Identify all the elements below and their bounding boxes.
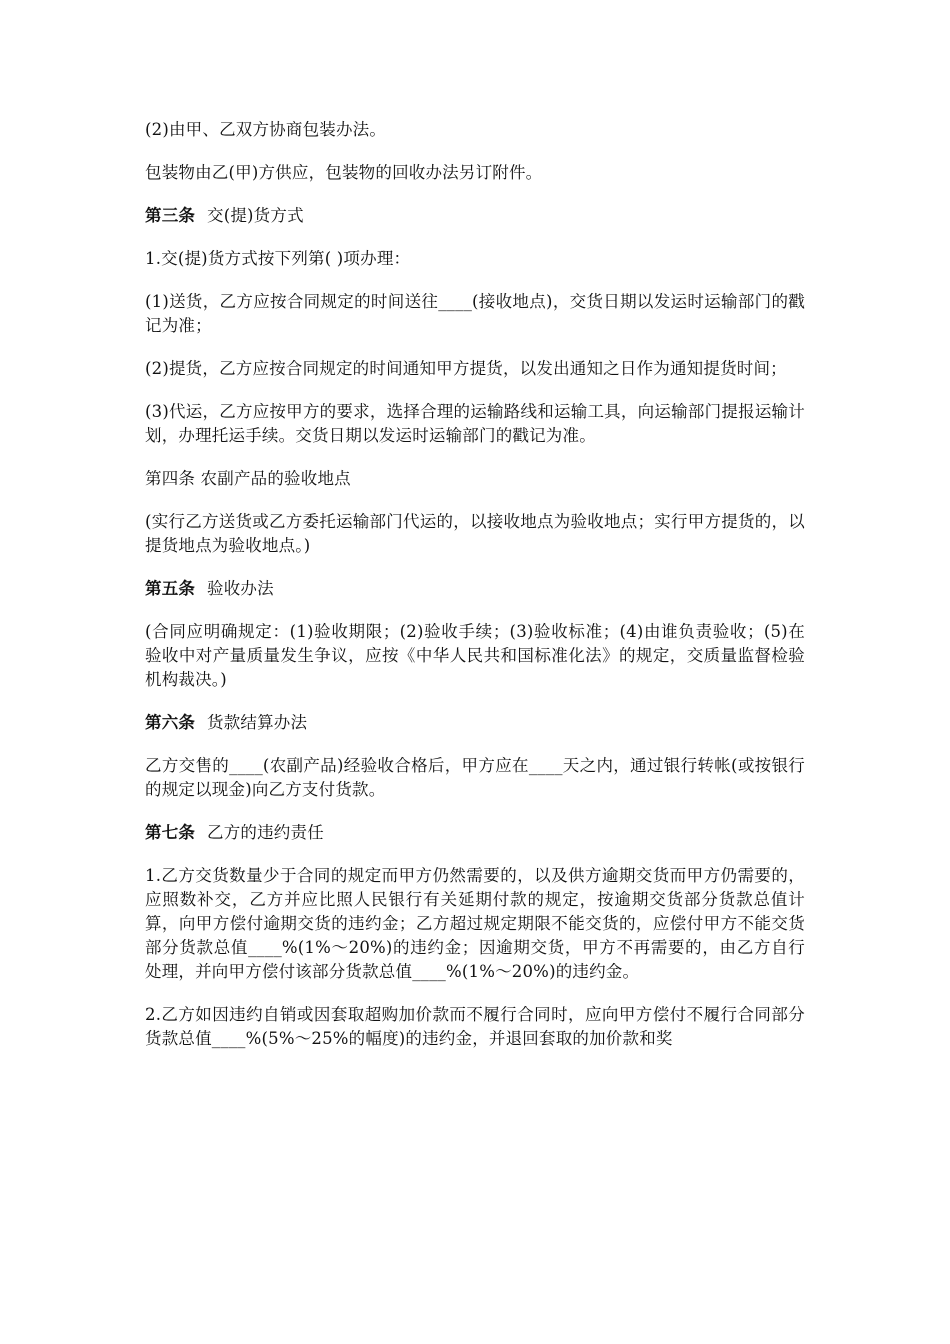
article-4-heading: 第四条 农副产品的验收地点 <box>145 469 351 488</box>
paragraph-inspection-method: (合同应明确规定：(1)验收期限；(2)验收手续；(3)验收标准；(4)由谁负责验收；(5)在验收中对产量质量发生争议，应按《中华人民共和国标准化法》的规定，交质量监督检验机构裁决。) <box>145 622 805 689</box>
article-title: 交(提)货方式 <box>207 206 304 225</box>
article-title: 验收办法 <box>207 579 274 598</box>
paragraph-delivery-option-3: (3)代运，乙方应按甲方的要求，选择合理的运输路线和运输工具，向运输部门提报运输计划，办理托运手续。交货日期以发运时运输部门的戳记为准。 <box>145 402 805 445</box>
article-number: 第六条 <box>145 713 196 732</box>
paragraph-packaging-supply: 包装物由乙(甲)方供应，包装物的回收办法另订附件。 <box>145 163 543 182</box>
paragraph-delivery-option-1: (1)送货，乙方应按合同规定的时间送往____(接收地点)，交货日期以发运时运输部门的戳记为准； <box>145 292 805 335</box>
paragraph-packaging-method: (2)由甲、乙双方协商包装办法。 <box>145 120 387 139</box>
article-number: 第七条 <box>145 823 196 842</box>
paragraph-delivery-options: 1.交(提)货方式按下列第( )项办理： <box>145 249 411 268</box>
article-title: 乙方的违约责任 <box>207 823 324 842</box>
article-number: 第五条 <box>145 579 196 598</box>
paragraph-breach-clause-2: 2.乙方如因违约自销或因套取超购加价款而不履行合同时，应向甲方偿付不履行合同部分货款总值____%(5%～25%的幅度)的违约金，并退回套取的加价款和奖 <box>145 1005 805 1048</box>
paragraph-breach-clause-1: 1.乙方交货数量少于合同的规定而甲方仍然需要的，以及供方逾期交货而甲方仍需要的，应照数补交，乙方并应比照人民银行有关延期付款的规定，按逾期交货部分货款总值计算，向甲方偿付逾期交货的违约金；乙方超过规定期限不能交货的，应偿付甲方不能交货部分货款总值____%(1%～20%)的违约金；因逾期交货，甲方不再需要的，由乙方自行处理，并向甲方偿付该部分货款总值____%(1%～20%)的违约金。 <box>145 866 805 981</box>
paragraph-inspection-location: (实行乙方送货或乙方委托运输部门代运的，以接收地点为验收地点；实行甲方提货的，以提货地点为验收地点。) <box>145 512 805 555</box>
article-6-heading <box>145 711 805 735</box>
article-3-heading <box>145 204 805 228</box>
document-page <box>145 118 805 1070</box>
article-7-heading <box>145 821 805 845</box>
article-title: 货款结算办法 <box>207 713 308 732</box>
paragraph-delivery-option-2: (2)提货，乙方应按合同规定的时间通知甲方提货，以发出通知之日作为通知提货时间； <box>145 359 787 378</box>
article-5-heading <box>145 577 805 601</box>
article-number: 第三条 <box>145 206 196 225</box>
paragraph-payment-settlement: 乙方交售的____(农副产品)经验收合格后，甲方应在____天之内，通过银行转帐(或按银行的规定以现金)向乙方支付货款。 <box>145 756 805 799</box>
